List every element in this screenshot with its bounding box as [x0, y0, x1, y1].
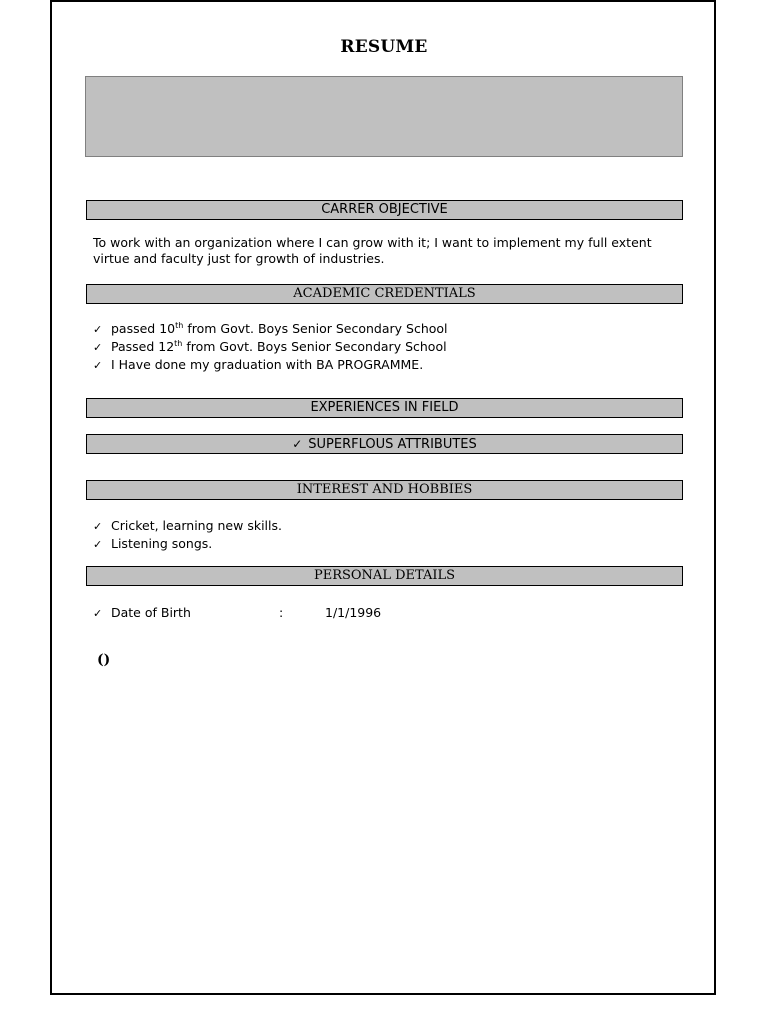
dob-colon: :	[279, 605, 284, 620]
list-item: ✓ I Have done my graduation with BA PROGRAMME.	[93, 357, 424, 372]
hobbies-list	[93, 517, 683, 553]
section-heading-attributes: ✓ SUPERFLOUS ATTRIBUTES	[86, 434, 683, 454]
dob-row	[93, 604, 381, 622]
check-icon: ✓	[93, 341, 103, 354]
list-item: ✓ Passed 12th from Govt. Boys Senior Secondary School	[93, 338, 447, 354]
section-heading-objective: CARRER OBJECTIVE	[86, 200, 683, 220]
list-item: ✓ Cricket, learning new skills.	[93, 518, 282, 533]
header-banner	[85, 76, 683, 157]
section-heading-experience: EXPERIENCES IN FIELD	[86, 398, 683, 418]
check-icon: ✓	[93, 607, 103, 620]
section-heading-academic: ACADEMIC CREDENTIALS	[86, 284, 683, 304]
section-heading-personal: PERSONAL DETAILS	[86, 566, 683, 586]
check-icon: ✓	[292, 437, 303, 451]
footer-mark: ()	[97, 652, 111, 668]
check-icon: ✓	[93, 323, 103, 336]
list-item: ✓ passed 10th from Govt. Boys Senior Secondary School	[93, 320, 448, 336]
objective-text: To work with an organization where I can grow with it; I want to implement my full extent virtue and faculty just for growth of industries.	[93, 235, 652, 266]
check-icon: ✓	[93, 520, 103, 533]
section-heading-hobbies: INTEREST AND HOBBIES	[86, 480, 683, 500]
check-icon: ✓	[93, 359, 103, 372]
dob-value: 1/1/1996	[325, 605, 382, 620]
list-item: ✓ Listening songs.	[93, 536, 213, 551]
page-title: RESUME	[340, 37, 428, 57]
dob-label: Date of Birth	[111, 605, 191, 620]
check-icon: ✓	[93, 538, 103, 551]
academic-list	[93, 320, 683, 374]
